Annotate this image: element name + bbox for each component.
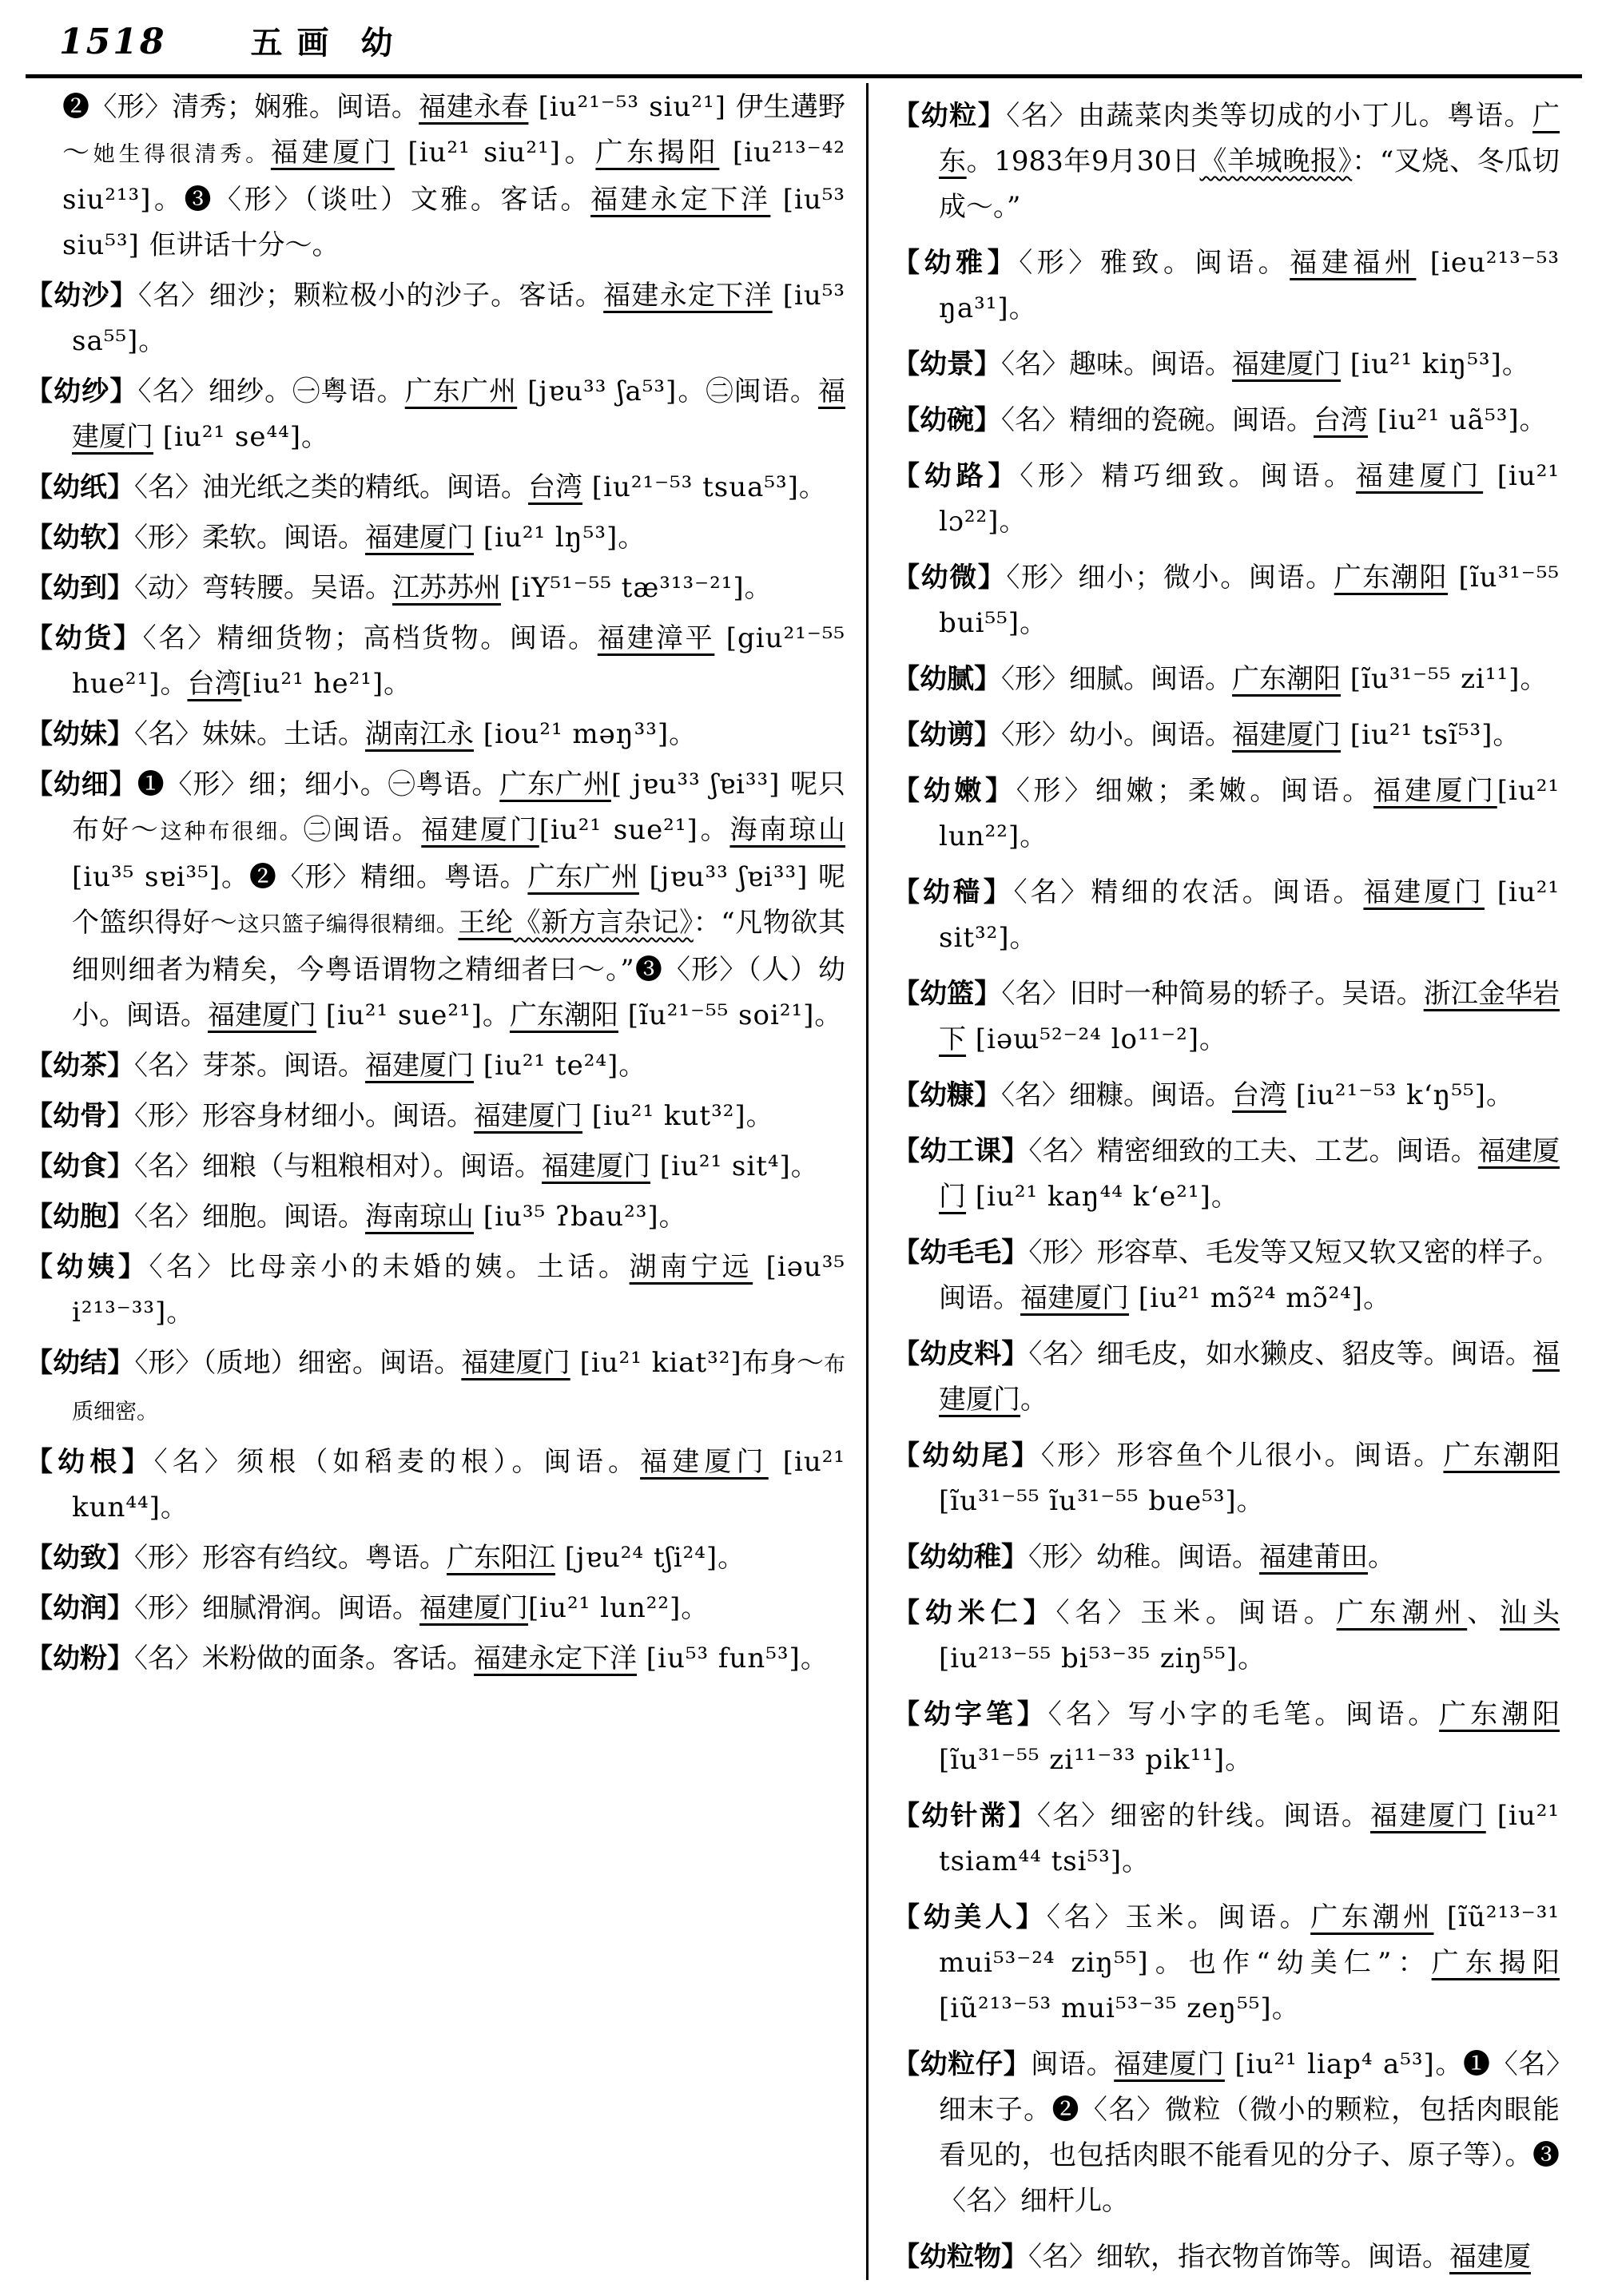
- entry-headword: 【幼嫩】: [892, 775, 1016, 807]
- dict-entry: [26, 762, 845, 1039]
- phonetic-transcription: [iu²¹ sit⁴]: [650, 1150, 791, 1182]
- entry-headword: 【幼雅】: [892, 247, 1020, 279]
- entry-text: ❷〈形〉清秀；娴雅。闽语。: [62, 91, 419, 123]
- place-name: 台湾: [528, 471, 582, 503]
- phonetic-transcription: [iu²¹ tsĩ⁵³]: [1341, 719, 1493, 751]
- dict-entry: [26, 515, 845, 561]
- entry-text: 。: [1363, 1282, 1391, 1314]
- book-title: 《羊城晚报》: [1199, 145, 1353, 177]
- place-name: 广东揭阳: [595, 137, 720, 169]
- page-header: [26, 11, 1582, 63]
- dict-entry: [892, 713, 1560, 758]
- entry-text: 〈形〉形容身材细小。闽语。: [134, 1100, 474, 1132]
- entry-text: 〈名〉米粉做的面条。客话。: [134, 1643, 474, 1674]
- entry-text: 〈名〉精密细致的工夫、工艺。闽语。: [1028, 1135, 1478, 1167]
- entry-text: 。: [1009, 922, 1037, 954]
- entry-text: 呢个篮织得好～: [72, 861, 846, 939]
- entry-text: 。: [745, 1100, 773, 1132]
- entry-text: 布身～: [741, 1347, 825, 1379]
- entry-text: 〈名〉玉米。闽语。: [1046, 1901, 1311, 1933]
- phonetic-transcription: [iu⁵³ fun⁵³]: [637, 1643, 801, 1674]
- entry-headword: 【幼到】: [26, 572, 134, 604]
- entry-text: 。: [1020, 607, 1047, 639]
- dict-entry: [892, 1433, 1560, 1524]
- place-name: 海南琼山: [365, 1201, 474, 1233]
- entry-text: 。: [790, 1150, 818, 1182]
- phonetic-transcription: [jɐu³³ ʃɐi³³]: [638, 861, 819, 893]
- entry-text: 。: [1485, 1079, 1513, 1111]
- phonetic-transcription: [iu²¹ te²⁴]: [474, 1050, 619, 1082]
- dict-entry: [892, 1591, 1560, 1682]
- entry-headword: 【幼妹】: [26, 718, 134, 750]
- entry-headword: 【幼骨】: [26, 1100, 134, 1132]
- entry-text: 伊生遘野～: [62, 91, 846, 169]
- entry-text: 〈名〉细毛皮，如水獭皮、貂皮等。闽语。: [1028, 1338, 1533, 1370]
- entry-text: 〈形〉形容草、毛发等又短又软又密的样子。闽语。: [939, 1237, 1560, 1314]
- entry-text: 〈形〉形容有绉纹。粤语。: [134, 1542, 447, 1574]
- phonetic-transcription: [iu²¹ liap⁴ a⁵³]: [1224, 2048, 1435, 2080]
- entry-headword: 【幼润】: [26, 1592, 134, 1624]
- phonetic-transcription: [jɐu³³ ʃa⁵³]: [517, 375, 678, 407]
- entry-headword: 【幼茶】: [26, 1050, 134, 1082]
- entry-text: 〈名〉细沙；颗粒极小的沙子。客话。: [137, 280, 604, 312]
- phonetic-transcription: [ieu²¹³⁻⁵³ ŋa³¹]: [939, 247, 1560, 324]
- phonetic-transcription: [iu²¹ he²¹]: [241, 668, 384, 700]
- entry-text: 。: [384, 668, 411, 700]
- entry-text: ：“叉烧、冬瓜切成～。”: [939, 145, 1560, 223]
- entry-text: 呢只布好～: [72, 769, 846, 846]
- entry-headword: 【幼粒】: [892, 100, 1007, 132]
- entry-headword: 【幼软】: [26, 522, 134, 554]
- phonetic-transcription: [iu⁵³ sa⁵⁵]: [72, 280, 846, 357]
- entry-text: 。: [1020, 820, 1047, 852]
- place-name: 福建厦门: [1020, 1282, 1129, 1314]
- entry-headword: 【幼结】: [26, 1347, 135, 1379]
- stroke-section-title: 五画: [250, 24, 344, 62]
- entry-headword: 【幼幼尾】: [892, 1440, 1041, 1472]
- entry-text: 。: [1501, 348, 1529, 380]
- entry-text: 。: [698, 814, 730, 846]
- entry-text: ㊁闽语。: [303, 814, 422, 846]
- entry-text: 〈名〉旧时一种简易的轿子。吴语。: [1001, 978, 1424, 1010]
- phonetic-transcription: [iu²¹ lun²²]: [528, 1592, 682, 1624]
- entry-text: 〈名〉细胞。闽语。: [134, 1201, 365, 1233]
- entry-text: 〈名〉细纱。㊀粤语。: [137, 375, 405, 407]
- dict-entry: [26, 1341, 845, 1435]
- entry-text: 〈名〉精细货物；高档货物。闽语。: [142, 622, 598, 654]
- entry-headword: 【幼篮】: [892, 978, 1002, 1010]
- dict-entry: [26, 1094, 845, 1139]
- entry-text: 〈形〉形容鱼个儿很小。闽语。: [1040, 1440, 1444, 1472]
- entry-text: 〈名〉比母亲小的未婚的姨。土话。: [149, 1251, 630, 1283]
- entry-headword: 【幼米仁】: [892, 1597, 1056, 1629]
- entry-text: 〈名〉趣味。闽语。: [1001, 348, 1232, 380]
- entry-headword: 【幼沙】: [26, 280, 138, 312]
- entry-text: 〈形〉细腻滑润。闽语。: [134, 1592, 419, 1624]
- place-name: 广东广州: [527, 861, 639, 893]
- entry-headword: 【幼姨】: [26, 1251, 149, 1283]
- entry-text: 。: [814, 999, 842, 1031]
- entry-text: 〈名〉细粮（与粗粮相对）。闽语。: [134, 1150, 542, 1182]
- place-name: 福建厦门: [208, 999, 316, 1031]
- place-name: 福建厦门: [542, 1150, 650, 1182]
- place-name: 浙江金华岩下: [939, 978, 1560, 1055]
- place-name: 广东阳江: [447, 1542, 555, 1574]
- entry-headword: 【幼食】: [26, 1150, 134, 1182]
- place-name: 福建厦门: [1355, 460, 1484, 492]
- entry-text: 、: [1467, 1597, 1501, 1629]
- entry-headword: 【幼针黹】: [892, 1800, 1037, 1832]
- gloss-small: 布质细密。: [72, 1353, 846, 1424]
- phonetic-transcription: [iu³⁵ sɐi³⁵]: [72, 861, 221, 893]
- dict-entry: [892, 342, 1560, 387]
- entry-text: 〈形〉细腻。闽语。: [1001, 663, 1232, 695]
- entry-headword: 【幼微】: [892, 562, 1007, 594]
- place-name: 福建永定下洋: [603, 280, 773, 312]
- phonetic-transcription: [iu²¹ tsiam⁴⁴ tsi⁵³]: [939, 1800, 1560, 1877]
- header-rule: [26, 74, 1582, 78]
- phonetic-transcription: [jɐu²⁴ tʃi²⁴]: [555, 1542, 718, 1574]
- dict-entry: [892, 971, 1560, 1063]
- entry-text: 。: [301, 421, 329, 453]
- entry-text: 〈名〉精细的农活。闽语。: [1013, 876, 1364, 908]
- entry-text: 。: [1008, 292, 1036, 324]
- entry-text: 。: [1225, 1744, 1253, 1776]
- entry-text: 〈形〉幼稚。闽语。: [1028, 1541, 1259, 1573]
- place-name: 台湾: [187, 668, 242, 700]
- place-name: 福建厦门: [72, 375, 846, 453]
- phonetic-transcription: [ĩu²¹⁻⁵⁵ soi²¹]: [618, 999, 815, 1031]
- place-name: 广东潮阳: [509, 999, 618, 1031]
- entry-headword: 【幼幼稚】: [892, 1541, 1028, 1573]
- place-name: 福建厦门: [939, 1135, 1560, 1213]
- entry-text: 〈动〉弯转腰。吴语。: [134, 572, 392, 604]
- entry-text: 〈名〉须根（如稻麦的根）。闽语。: [153, 1446, 641, 1478]
- place-name: 广东潮阳: [1439, 1698, 1560, 1730]
- phonetic-transcription: [iəɯ⁵²⁻²⁴ lo¹¹⁻²]: [966, 1023, 1200, 1055]
- place-name: 福建福州: [1290, 247, 1417, 279]
- place-name: 福建永定下洋: [474, 1643, 637, 1674]
- entry-text: 〈形〉幼小。闽语。: [1001, 719, 1232, 751]
- entry-headword: 【幼景】: [892, 348, 1001, 380]
- place-name: 汕头: [1500, 1597, 1560, 1629]
- place-name: 海南琼山: [729, 814, 846, 846]
- entry-text: 〈名〉由蔬菜肉类等切成的小丁儿。粤语。: [1006, 100, 1533, 132]
- entry-text: 。: [999, 506, 1027, 538]
- entry-headword: 【幼粒仔】: [892, 2048, 1032, 2080]
- place-name: 湖南宁远: [629, 1251, 753, 1283]
- entry-text: 。: [138, 325, 166, 357]
- entry-text: 〈名〉玉米。闽语。: [1055, 1597, 1337, 1629]
- dict-entry-continuation: [26, 85, 845, 268]
- dict-entry: [892, 555, 1560, 646]
- entry-text: 〈名〉油光纸之类的精纸。闽语。: [134, 471, 528, 503]
- dict-entry: [26, 465, 845, 510]
- phonetic-transcription: [ jɐu³³ ʃɐi³³]: [610, 769, 791, 800]
- entry-headword: 【幼粉】: [26, 1643, 134, 1674]
- entry-text: 〈名〉细软，指衣物首饰等。闽语。: [1028, 2241, 1449, 2273]
- dict-entry: [892, 1895, 1560, 2032]
- dict-entry: [892, 2234, 1560, 2280]
- phonetic-transcription: [iY⁵¹⁻⁵⁵ tæ³¹³⁻²¹]: [501, 572, 745, 604]
- dict-entry: [26, 1535, 845, 1581]
- phonetic-transcription: [ĩu³¹⁻⁵⁵ bui⁵⁵]: [939, 562, 1560, 639]
- dict-entry: [892, 2042, 1560, 2224]
- place-name: 广东广州: [499, 769, 611, 800]
- phonetic-transcription: [iu²¹ kut³²]: [582, 1100, 746, 1132]
- entry-headword: 【幼粒物】: [892, 2241, 1028, 2273]
- place-name: 福建莆田: [1259, 1541, 1368, 1573]
- entry-headword: 【幼路】: [892, 460, 1020, 492]
- entry-text: 。: [744, 572, 772, 604]
- gloss-small: 她生得很清秀。: [93, 142, 271, 167]
- entry-text: 。: [1493, 719, 1520, 751]
- entry-text: 。: [669, 718, 697, 750]
- column-left: [26, 83, 866, 2280]
- entry-headword: 【幼纱】: [26, 375, 138, 407]
- entry-text: 。❶〈名〉细末子。❷〈名〉微粒（微小的颗粒，包括肉眼能看见的，也包括肉眼不能看见的分子、原子等）。❸〈名〉细杆儿。: [939, 2048, 1560, 2217]
- entry-text: 。: [1368, 1541, 1395, 1573]
- entry-text: 〈名〉细密的针线。闽语。: [1036, 1800, 1371, 1832]
- phonetic-transcription: [iu²¹ kaŋ⁴⁴ kʻe²¹]: [966, 1181, 1211, 1213]
- place-name: 广东潮州: [1310, 1901, 1434, 1933]
- entry-text: 。: [1519, 404, 1547, 436]
- place-name: 广东: [939, 100, 1560, 177]
- place-name: 福建厦门: [365, 522, 474, 554]
- entry-text: 。: [798, 471, 826, 503]
- dict-entry: [892, 454, 1560, 545]
- column-right: [869, 83, 1560, 2280]
- place-name: 福建厦门: [474, 1100, 582, 1132]
- phonetic-transcription: [iu²¹ lŋ⁵³]: [474, 522, 618, 554]
- entry-text: 。: [160, 1492, 188, 1523]
- dict-entry: [892, 93, 1560, 230]
- entry-text: 〈名〉妹妹。土话。: [134, 718, 365, 750]
- entry-text: 〈形〉雅致。闽语。: [1019, 247, 1290, 279]
- dict-entry: [892, 1535, 1560, 1580]
- phonetic-transcription: [iu²¹ lun²²]: [939, 775, 1560, 852]
- entry-text: 。: [658, 1201, 686, 1233]
- phonetic-transcription: [iu²¹ sit³²]: [939, 876, 1560, 954]
- place-name: 福建厦门: [419, 1592, 528, 1624]
- dict-entry: [26, 369, 845, 460]
- entry-text: 。: [1199, 1023, 1227, 1055]
- place-name: 福建永春: [419, 91, 529, 123]
- entry-headword: 【幼根】: [26, 1446, 154, 1478]
- entry-text: 。: [681, 1592, 709, 1624]
- dict-entry: [26, 1586, 845, 1631]
- entry-text: 。: [1271, 1992, 1299, 2024]
- entry-headword: 【幼毛毛】: [892, 1237, 1029, 1269]
- entry-text: 。: [1520, 663, 1548, 695]
- place-name: 福建厦门: [939, 1338, 1560, 1416]
- entry-text: 。: [166, 1297, 194, 1329]
- entry-text: 。: [618, 1050, 646, 1082]
- dict-entry: [892, 1073, 1560, 1118]
- entry-text: ：“凡物欲其细则细者为精矣，今粤语谓物之精细者曰～。”❸〈形〉（人）幼小。闽语。: [72, 907, 846, 1031]
- entry-text: 〈形〉精巧细致。闽语。: [1020, 460, 1356, 492]
- section-character: 幼: [360, 24, 393, 62]
- entry-text: 〈名〉写小字的毛笔。闽语。: [1047, 1698, 1440, 1730]
- phonetic-transcription: [iu²¹ sue²¹]: [539, 814, 698, 846]
- phonetic-transcription: [iu²¹³⁻⁴² siu²¹³]: [62, 137, 846, 216]
- entry-headword: 【幼美人】: [892, 1901, 1047, 1933]
- entry-headword: 【幼胞】: [26, 1201, 134, 1233]
- entry-headword: 【幼谫】: [892, 719, 1001, 751]
- entry-text: 。❷〈形〉精细。粤语。: [221, 861, 528, 893]
- entry-headword: 【幼穑】: [892, 876, 1014, 908]
- phonetic-transcription: [iu²¹⁻⁵³ tsua⁵³]: [582, 471, 799, 503]
- phonetic-transcription: [iu²¹⁻⁵³ kʻŋ⁵⁵]: [1286, 1079, 1486, 1111]
- dict-entry: [26, 1245, 845, 1336]
- entry-headword: 【幼碗】: [892, 404, 1001, 436]
- entry-headword: 【幼工课】: [892, 1135, 1029, 1167]
- place-name: 广东潮阳: [1443, 1440, 1560, 1472]
- place-name: 福建厦门: [270, 137, 395, 169]
- entry-text: 。: [1122, 1845, 1150, 1877]
- entry-text: 。㊁闽语。: [677, 375, 819, 407]
- entry-text: 。: [1020, 1384, 1047, 1416]
- phonetic-transcription: [ĩu³¹⁻⁵⁵ zi¹¹]: [1341, 663, 1520, 695]
- entry-text: 闽语。: [1031, 2048, 1115, 2080]
- entry-headword: 【幼细】: [26, 769, 137, 800]
- place-name: 台湾: [1314, 404, 1368, 436]
- entry-text: 佢讲话十分～。: [149, 229, 340, 261]
- place-name: 福建厦门: [1232, 348, 1341, 380]
- phonetic-transcription: [iu⁵³ siu⁵³]: [62, 184, 846, 261]
- place-name: 福建漳平: [597, 622, 715, 654]
- entry-headword: 【幼皮料】: [892, 1338, 1029, 1370]
- entry-headword: 【幼货】: [26, 622, 143, 654]
- phonetic-transcription: [iu²¹ sue²¹]: [316, 999, 483, 1031]
- entry-text: 。: [560, 137, 596, 169]
- place-name: 广东揭阳: [1431, 1947, 1560, 1979]
- entry-text: 。: [482, 999, 510, 1031]
- place-name: 湖南江永: [365, 718, 474, 750]
- dict-entry: [892, 240, 1560, 332]
- place-name: 王纶: [458, 907, 514, 939]
- place-name: 福建厦: [1449, 2241, 1531, 2273]
- entry-text: 〈名〉精细的瓷碗。闽语。: [1001, 404, 1314, 436]
- entry-text: 。: [618, 522, 646, 554]
- phonetic-transcription: [iu²¹ se⁴⁴]: [153, 421, 302, 453]
- place-name: 广东潮阳: [1334, 562, 1449, 594]
- place-name: 福建厦门: [1232, 719, 1341, 751]
- phonetic-transcription: [giu²¹⁻⁵⁵ hue²¹]: [72, 622, 846, 700]
- phonetic-transcription: [ĩũ²¹³⁻³¹ mui⁵³⁻²⁴ ziŋ⁵⁵]: [939, 1901, 1560, 1979]
- phonetic-transcription: [iu²¹ siu²¹]: [394, 137, 561, 169]
- dict-entry: [892, 398, 1560, 443]
- entry-headword: 【幼腻】: [892, 663, 1001, 695]
- place-name: 福建永定下洋: [590, 184, 771, 216]
- dict-entry: [892, 657, 1560, 702]
- place-name: 福建厦门: [421, 814, 539, 846]
- phonetic-transcription: [iũ²¹³⁻⁵³ mui⁵³⁻³⁵ zeŋ⁵⁵]: [939, 1992, 1272, 2024]
- gloss-small: 这只篮子编得很精细。: [237, 912, 459, 937]
- two-column-body: [26, 83, 1582, 2280]
- phonetic-transcription: [iu²¹ kiŋ⁵³]: [1341, 348, 1502, 380]
- place-name: 台湾: [1232, 1079, 1286, 1111]
- gloss-small: 这种布很细。: [160, 820, 304, 844]
- place-name: 广东潮阳: [1232, 663, 1341, 695]
- dict-entry: [892, 1794, 1560, 1885]
- phonetic-transcription: [iu²¹ lɔ²²]: [939, 460, 1560, 538]
- dict-entry: [892, 1230, 1560, 1321]
- dict-entry: [26, 273, 845, 364]
- dict-entry: [26, 1194, 845, 1240]
- page-number: 1518: [59, 22, 167, 62]
- dict-entry: [26, 712, 845, 757]
- place-name: 福建厦门: [461, 1347, 570, 1379]
- entry-text: 〈形〉细嫩；柔嫩。闽语。: [1016, 775, 1373, 807]
- phonetic-transcription: [iu²¹ mɔ̃²⁴ mɔ̃²⁴]: [1129, 1282, 1364, 1314]
- entry-text: 。: [718, 1542, 745, 1574]
- entry-headword: 【幼字笔】: [892, 1698, 1048, 1730]
- entry-text: 〈形〉细小；微小。闽语。: [1006, 562, 1334, 594]
- phonetic-transcription: [ĩu³¹⁻⁵⁵ zi¹¹⁻³³ pik¹¹]: [939, 1744, 1226, 1776]
- dict-entry: [26, 1144, 845, 1190]
- entry-text: 。: [160, 668, 188, 700]
- place-name: 广东潮州: [1336, 1597, 1468, 1629]
- place-name: 福建厦门: [365, 1050, 474, 1082]
- entry-text: 。: [800, 1643, 828, 1674]
- dict-entry: [892, 769, 1560, 860]
- entry-text: ❶〈形〉细；细小。㊀粤语。: [137, 769, 500, 800]
- place-name: 福建厦门: [1373, 775, 1497, 807]
- entry-text: 。: [1236, 1485, 1264, 1517]
- dict-entry: [26, 1043, 845, 1089]
- entry-text: 〈形〉（质地）细密。闽语。: [134, 1347, 462, 1379]
- place-name: 江苏苏州: [392, 572, 501, 604]
- phonetic-transcription: [iou²¹ məŋ³³]: [474, 718, 670, 750]
- dict-entry: [26, 616, 845, 707]
- book-title: 《新方言杂记》: [513, 907, 694, 939]
- place-name: 广东广州: [404, 375, 518, 407]
- phonetic-transcription: [iu²¹ uã⁵³]: [1368, 404, 1520, 436]
- dict-entry: [892, 1129, 1560, 1220]
- entry-text: 〈名〉芽茶。闽语。: [134, 1050, 365, 1082]
- place-name: 福建厦门: [1114, 2048, 1225, 2080]
- entry-text: 。❸〈形〉（谈吐）文雅。客话。: [151, 184, 591, 216]
- entry-text: 。也作“幼美仁”：: [1148, 1947, 1432, 1979]
- entry-headword: 【幼致】: [26, 1542, 134, 1574]
- place-name: 福建厦门: [1370, 1800, 1486, 1832]
- dict-entry: [892, 1692, 1560, 1783]
- phonetic-transcription: [iəu³⁵ i²¹³⁻³³]: [72, 1251, 846, 1329]
- entry-text: 〈名〉细糠。闽语。: [1001, 1079, 1232, 1111]
- phonetic-transcription: [ĩu³¹⁻⁵⁵ ĩu³¹⁻⁵⁵ bue⁵³]: [939, 1485, 1237, 1517]
- phonetic-transcription: [iu²¹ kiat³²]: [570, 1347, 742, 1379]
- phonetic-transcription: [iu²¹⁻⁵³ siu²¹]: [528, 91, 737, 123]
- place-name: 福建厦门: [1363, 876, 1485, 908]
- entry-text: 。: [1238, 1643, 1266, 1674]
- phonetic-transcription: [iu³⁵ ʔbau²³]: [474, 1201, 659, 1233]
- dict-entry: [892, 870, 1560, 961]
- entry-text: 。1983年9月30日: [966, 145, 1200, 177]
- entry-text: 〈形〉柔软。闽语。: [134, 522, 365, 554]
- entry-text: 。: [1210, 1181, 1238, 1213]
- entry-headword: 【幼糠】: [892, 1079, 1001, 1111]
- dict-entry: [26, 1440, 845, 1531]
- entry-headword: 【幼纸】: [26, 471, 134, 503]
- phonetic-transcription: [iu²¹ kun⁴⁴]: [72, 1446, 846, 1523]
- dict-entry: [892, 1332, 1560, 1423]
- place-name: 福建厦门: [640, 1446, 769, 1478]
- dict-entry: [26, 1636, 845, 1682]
- dict-entry: [26, 566, 845, 611]
- phonetic-transcription: [iu²¹³⁻⁵⁵ bi⁵³⁻³⁵ ziŋ⁵⁵]: [939, 1643, 1238, 1674]
